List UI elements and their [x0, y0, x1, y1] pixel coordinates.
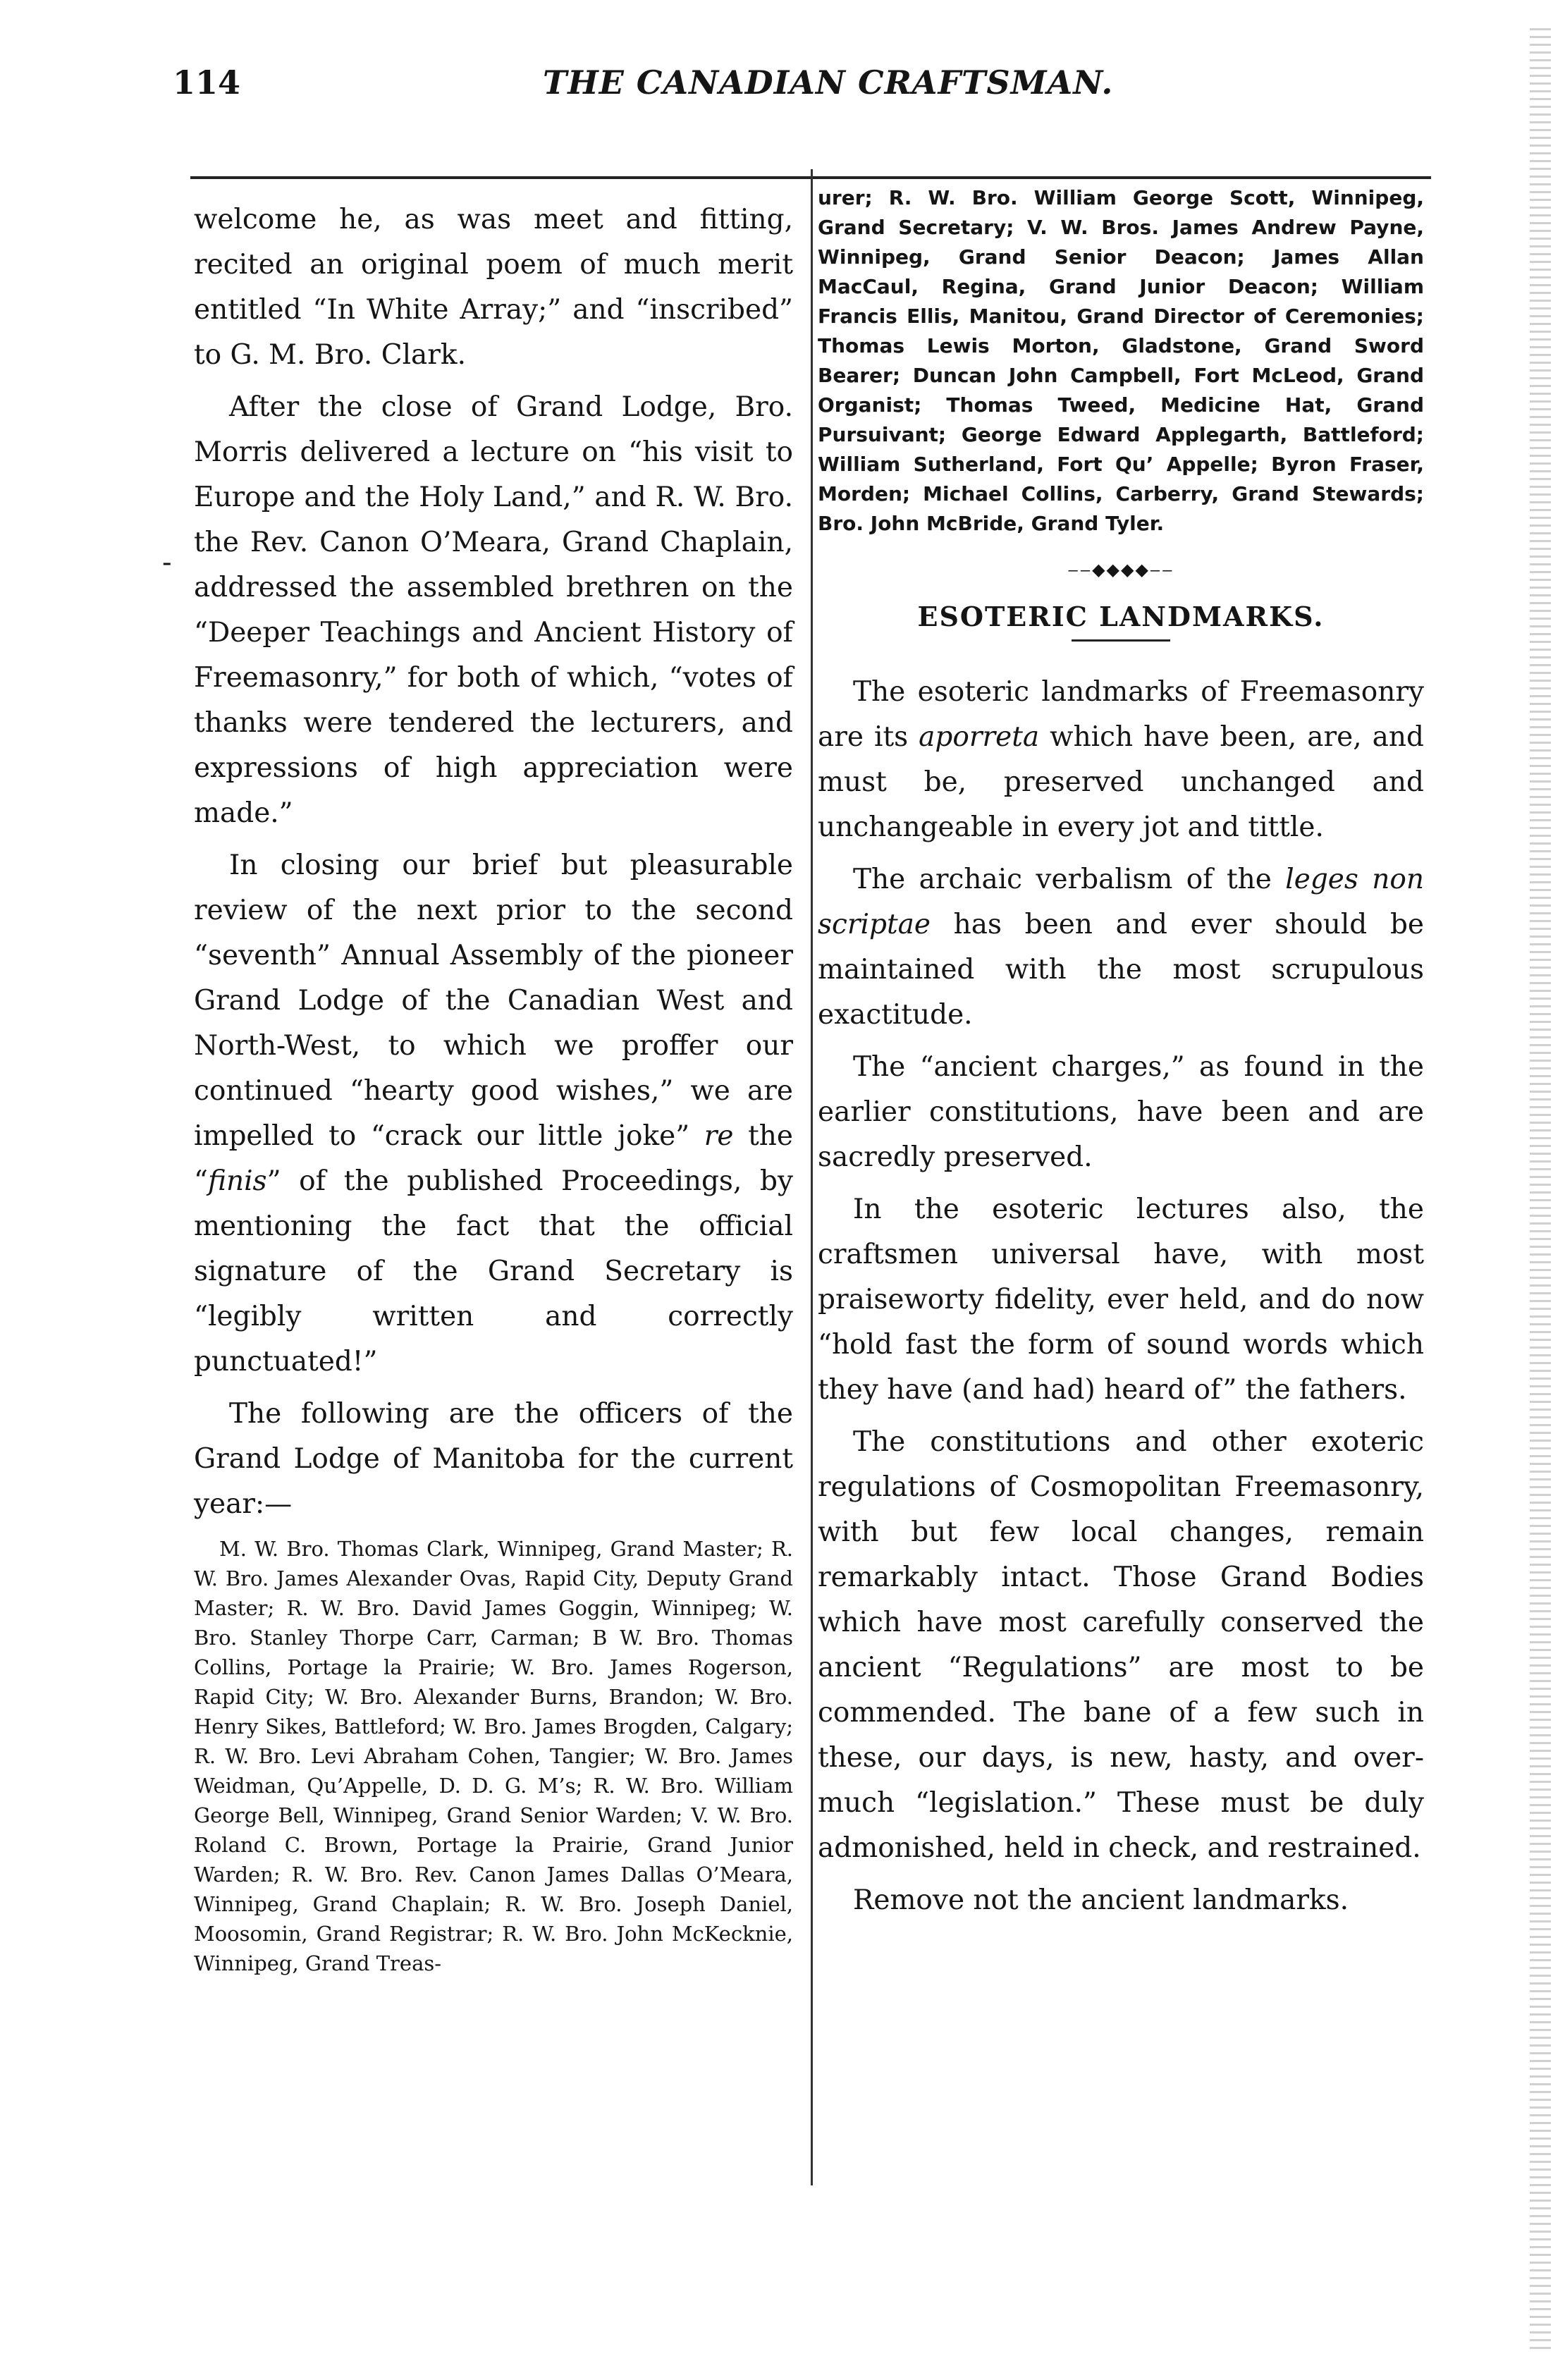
officers-list-continued: urer; R. W. Bro. William George Scott, Winnipeg, Grand Secretary; V. W. Bros. James Andrew Payne, Winnipeg, Grand Senior Deacon; James Allan MacCaul, Regina, Grand Junior Deacon; William Francis Ellis, Manitou, Grand Director of Ceremonies; Thomas Lewis Morton, Gladstone, Grand Sword Bearer; Duncan John Campbell, Fort McLeod, Grand Organist; Thomas Tweed, Medicine Hat, Grand Pursuivant; George Edward Applegarth, Battleford; William Sutherland, Fort Qu’ Appelle; Byron Fraser, Morden; Michael Collins, Carberry, Grand Stewards; Bro. John McBride, Grand Tyler.: [818, 186, 1424, 535]
paragraph: [818, 857, 1424, 1038]
text-run: the “: [194, 1120, 793, 1197]
text-run: ” of the published Proceedings, by mentioning the fact that the official signature of the Grand Secretary is “legibly written and correctly punctuated!”: [194, 1165, 793, 1378]
text-run: which have been, are, and must be, preserved unchanged and unchangeable in every jot and tittle.: [818, 721, 1424, 843]
italic-text: finis: [207, 1165, 267, 1197]
paragraph: [818, 670, 1424, 850]
text-run: has been and ever should be maintained with the most scrupulous exactitude.: [818, 909, 1424, 1031]
column-separator: [811, 169, 813, 2185]
page-header: [0, 63, 1565, 141]
paragraph: After the close of Grand Lodge, Bro. Morris delivered a lecture on “his visit to Europe and the Holy Land,” and R. W. Bro. the Rev. Canon O’Meara, Grand Chaplain, addressed the assembled brethren on the “Deeper Teachings and Ancient History of Freemasonry,” for both of which, “votes of thanks were tendered the lecturers, and expressions of high appreciation were made.”: [194, 391, 793, 829]
italic-text: leges non scriptae: [818, 864, 1424, 940]
left-column: [194, 197, 793, 1978]
paragraph: welcome he, as was meet and fitting, recited an original poem of much merit entitled “In White Array;” and “inscribed” to G. M. Bro. Clark.: [194, 204, 793, 371]
ornament-divider: ‒‒◆◆◆◆‒‒: [1067, 560, 1174, 579]
paragraph: The “ancient charges,” as found in the earlier constitutions, have been and are sacredly preserved.: [818, 1051, 1424, 1173]
right-column: [818, 183, 1424, 1930]
paragraph: The constitutions and other exoteric regulations of Cosmopolitan Freemasonry, with but few local changes, remain remarkably intact. Those Grand Bodies which have most carefully conserved the ancient “Regulations” are most to be commended. The bane of a few such in these, our days, is new, hasty, and over-much “legislation.” These must be duly admonished, held in check, and restrained.: [818, 1426, 1424, 1864]
title-rule: [1072, 639, 1170, 642]
italic-text: re: [704, 1120, 734, 1152]
paragraph: [194, 843, 793, 1385]
text-run: The archaic verbalism of the: [853, 864, 1286, 895]
closing-line: Remove not the ancient landmarks.: [853, 1884, 1349, 1916]
page-edge-shading: [1530, 28, 1551, 2355]
text-run: The esoteric landmarks of Freemasonry are its: [818, 676, 1424, 753]
section-title: ESOTERIC LANDMARKS.: [917, 601, 1325, 632]
text-run: In closing our brief but pleasurable review of the next prior to the second “seventh” Annual Assembly of the pioneer Grand Lodge of the Canadian West and North-West, to which we proffer our continued “hearty good wishes,” we are impelled to “crack our little joke”: [194, 849, 793, 1152]
paragraph: The following are the officers of the Grand Lodge of Manitoba for the current year:—: [194, 1398, 793, 1520]
paragraph: In the esoteric lectures also, the craftsmen universal have, with most praiseworty fidelity, ever held, and do now “hold fast the form of sound words which they have (and had) heard of” the fathers.: [818, 1194, 1424, 1406]
officers-list: M. W. Bro. Thomas Clark, Winnipeg, Grand Master; R. W. Bro. James Alexander Ovas, Rapid City, Deputy Grand Master; R. W. Bro. David James Goggin, Winnipeg; W. Bro. Stanley Thorpe Carr, Carman; B W. Bro. Thomas Collins, Portage la Prairie; W. Bro. James Rogerson, Rapid City; W. Bro. Alexander Burns, Brandon; W. Bro. Henry Sikes, Battleford; W. Bro. James Brogden, Calgary; R. W. Bro. Levi Abraham Cohen, Tangier; W. Bro. James Weidman, Qu’Appelle, D. D. G. M’s; R. W. Bro. William George Bell, Winnipeg, Grand Senior Warden; V. W. Bro. Roland C. Brown, Portage la Prairie, Grand Junior Warden; R. W. Bro. Rev. Canon James Dallas O’Meara, Winnipeg, Grand Chaplain; R. W. Bro. Joseph Daniel, Moosomin, Grand Registrar; R. W. Bro. John McKecknie, Winnipeg, Grand Treas-: [194, 1537, 793, 1975]
italic-text: aporreta: [919, 721, 1040, 753]
running-title: THE CANADIAN CRAFTSMAN.: [543, 63, 1114, 102]
margin-mark: -: [162, 546, 172, 579]
page-number: 114: [173, 63, 241, 102]
